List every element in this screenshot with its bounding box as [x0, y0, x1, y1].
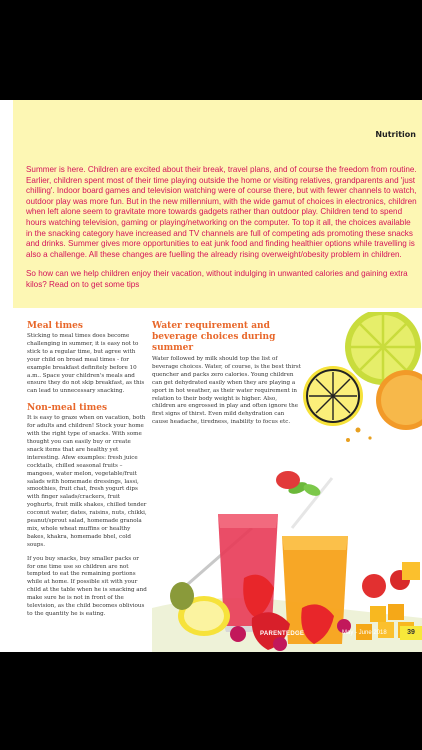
- non-meal-times-body: If you buy snacks, buy smaller packs or for one time use so children are not tempted to eat the remaining portions while at home. If possible sit with your child at the table when he is snacking and make sure he is not in front of the television, as the child becomes oblivious to the quantity he is eating.: [27, 555, 147, 617]
- non-meal-times-heading: Non-meal times: [27, 403, 108, 414]
- water-body: Water followed by milk should top the list of beverage choices. Water, of course, is the best thirst quencher and packs zero calories. Young children can get dehydrated easily when they are playing a sport in hot weather, as their water requirement in relation to their body weight is higher. Also, children are engrossed in play and often ignore the first signs of thirst. Even mild dehydration can cause headache, tiredness, inability to focus etc.: [152, 356, 301, 426]
- meal-times-body: Sticking to meal times does become challenging in summer, it is easy not to stick to a regular time, but agree with your child on broad meal times - for example breakfast definitely before 10 a.m.. Space your children's meals and ensure they do not skip breakfast, as this can lead to unnecessary snacking.: [27, 333, 145, 395]
- page-number: 39: [400, 626, 422, 640]
- juice-fruit-photo: [152, 458, 422, 652]
- middle-column: [152, 321, 302, 427]
- lemon-outline-icon: [303, 366, 363, 426]
- non-meal-times-body: It is easy to graze when on vacation, both for adults and children! Stock your home with the right type of snacks. With some thought you can easily buy or create snack items that are healthy yet interesting. Afew examples: fresh juice cocktails, chilled seasonal fruits – mangoes, water melon, vegetable/fruit salads with homemade dressings, lassi, smoothies, fruit chat, fresh yogurt dips with finger salads/crackers, fruit yoghurts, fruit milk shakes, chilled tender coconut water, dates, raisins, nuts, chikki, peanut/sprout salad, homemade granola mix, whole wheat muffins or healthy bakes, khakra, homemade bhel, cold soups.: [27, 415, 147, 548]
- intro-text: [26, 165, 418, 300]
- brand-logo: PARENTEDGE: [260, 631, 305, 637]
- magazine-page: [0, 100, 422, 652]
- intro-paragraph: Summer is here. Children are excited about their break, travel plans, and of course the freedom from routine. Earlier, children spent most of their time playing outside the home or visiting relatives, grandparents and 'just chilling'. Indoor board games and television watching were of course there, but with fewer channels to watch, outdoor play was more fun. But in the new millennium, with the wide gamut of choices in electronics, children when left alone seem to gravitate more towards gadgets rather than outdoor play. Children tend to spend hours watching television, gaming or playing/networking on the computer. To top it all, the choices available in the snacking category have increased and TV channels are full of competing ads promoting these snacks and drinks. Summer gives more opportunities to eat junk food and finding healthier options while travelling is also a challenge. All these changes are fuelling the already rising overweight/obesity problem in children.: [26, 165, 417, 259]
- intro-panel: [13, 100, 422, 308]
- section-label: Nutrition: [375, 130, 416, 139]
- intro-paragraph: So how can we help children enjoy their vacation, without indulging in unwanted calories and gaining extra kilos? Read on to get some tips: [26, 269, 408, 289]
- kiwi-icon: [170, 582, 194, 610]
- page-footer: [260, 626, 422, 646]
- issue-date: May - June 2018: [342, 630, 387, 636]
- citrus-slices-illustration: [298, 312, 422, 447]
- left-column: [27, 321, 147, 619]
- water-heading: Water requirement and beverage choices during summer: [152, 321, 276, 353]
- meal-times-heading: Meal times: [27, 321, 83, 331]
